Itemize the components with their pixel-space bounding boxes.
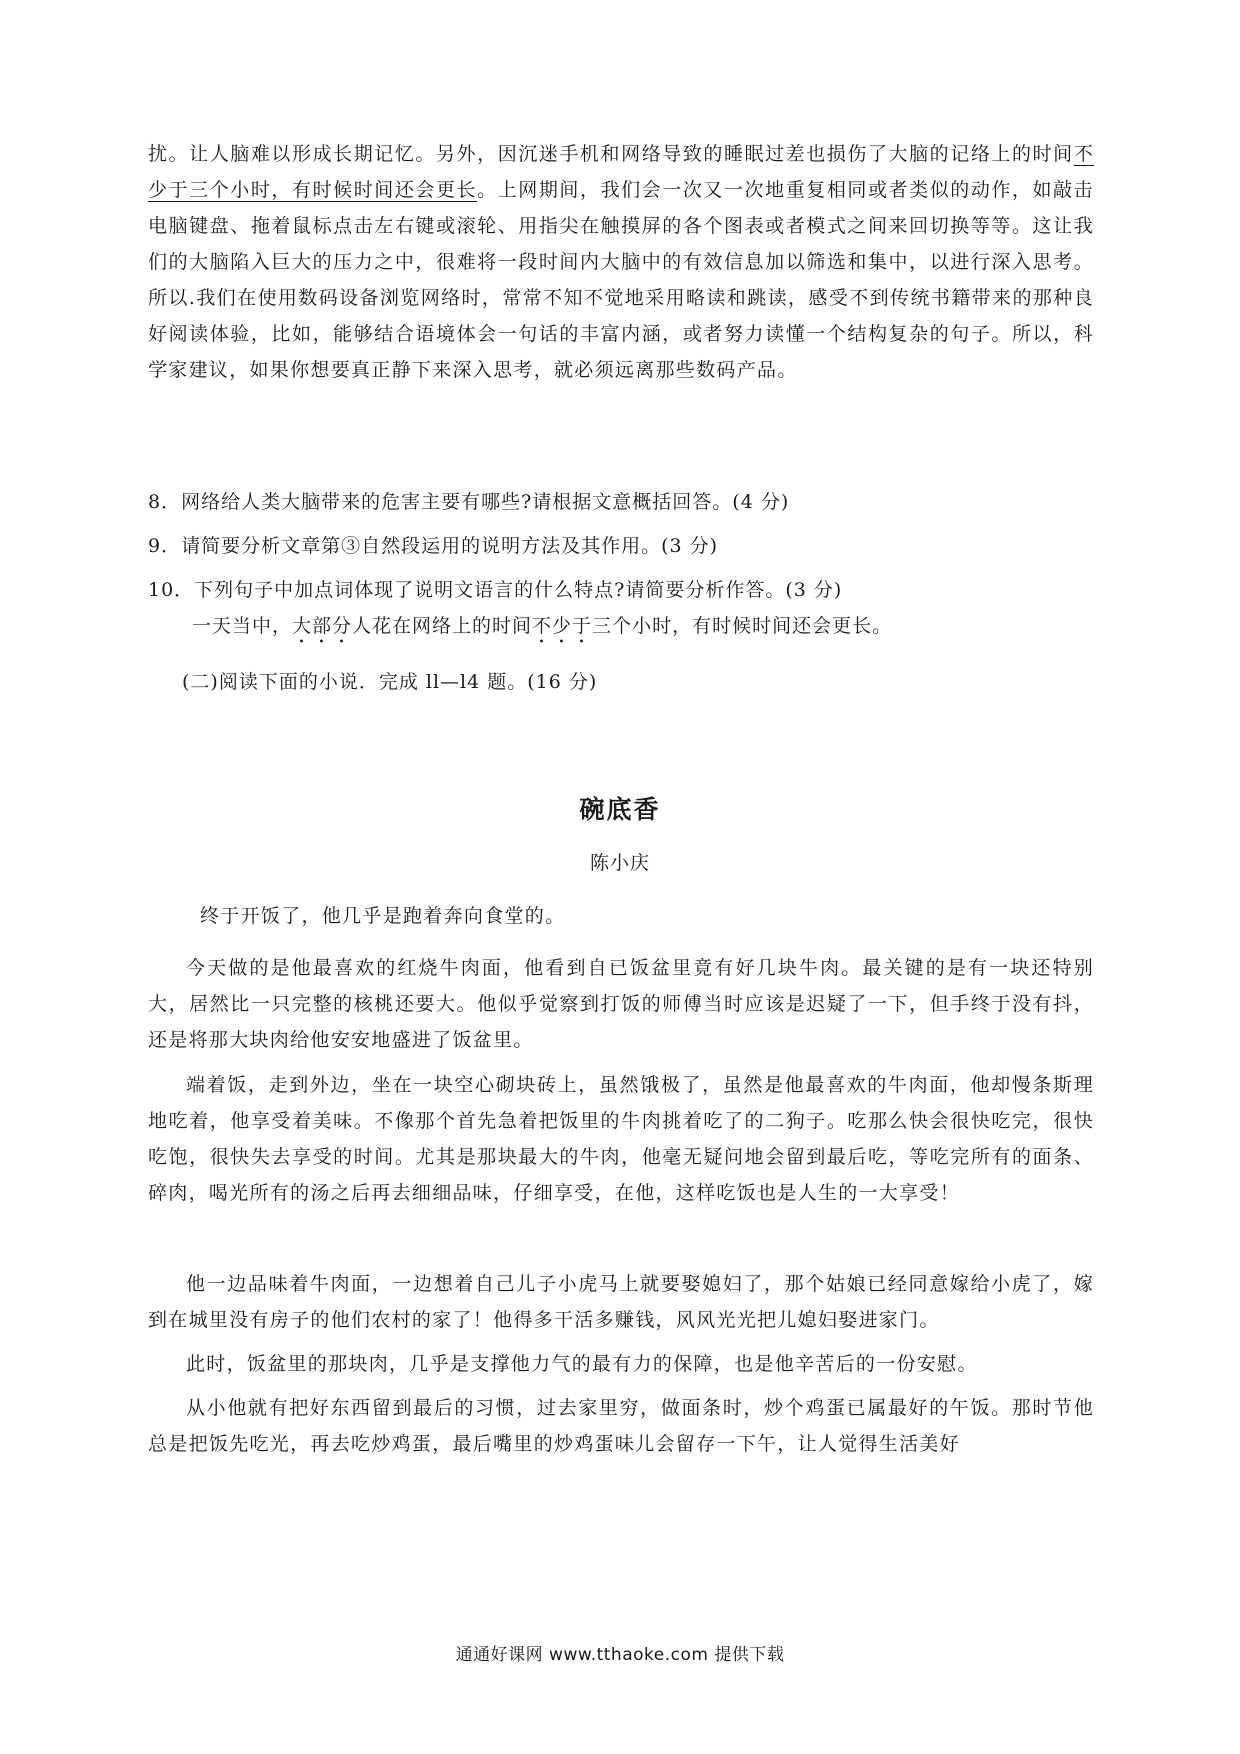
story-author: 陈小庆 [589,852,650,874]
sentence-part: 三个小时，有时候时间还会更长。 [592,615,893,637]
dotted-word: 大部分 [292,615,353,637]
question-10-sentence [192,608,1138,648]
story-paragraph-4: 他一边品味着牛肉面，一边想着自己儿子小虎马上就要娶媳妇了，那个姑娘已经同意嫁给小虎了，嫁到在城里没有房子的他们农村的家了！他得多干活多赚钱，风风光光把儿媳妇娶进家门。 [148,1273,1094,1331]
story-paragraph-3: 端着饭，走到外边，坐在一块空心砌块砖上，虽然饿极了，虽然是他最喜欢的牛肉面，他却慢条斯理地吃着，他享受着美味。不像那个首先急着把饭里的牛肉挑着吃了的二狗子。吃那么快会很快吃完，很快吃饱，很快失去享受的时间。尤其是那块最大的牛肉，他毫无疑问地会留到最后吃，等吃完所有的面条、碎肉，喝光所有的汤之后再去细细品味，仔细享受，在他，这样吃饭也是人生的一大享受！ [148,1074,1094,1204]
story-paragraph-6: 从小他就有把好东西留到最后的习惯，过去家里穷，做面条时，炒个鸡蛋已属最好的午饭。那时节他总是把饭先吃光，再去吃炒鸡蛋，最后嘴里的炒鸡蛋味儿会留存一下午，让人觉得生活美好 [148,1397,1094,1455]
story-paragraph-1: 终于开饭了，他几乎是跑着奔向食堂的。 [200,905,566,927]
story-paragraph-5: 此时，饭盆里的那块肉，几乎是支撑他力气的最有力的保障，也是他辛苦后的一份安慰。 [186,1353,978,1375]
question-8: 8．网络给人类大脑带来的危害主要有哪些?请根据文意概括回答。(4 分) [148,491,790,513]
underlined-phrase: 不少于三个小时，有时候时间还会更长 [148,143,1094,201]
footer-text: 通通好课网 www.tthaoke.com 提供下载 [455,1645,785,1665]
story-title: 碗底香 [579,795,661,824]
story-paragraph-2: 今天做的是他最喜欢的红烧牛肉面，他看到自已饭盆里竟有好几块牛肉。最关键的是有一块还特别大，居然比一只完整的核桃还要大。他似乎觉察到打饭的师傅当时应该是迟疑了一下，但手终于没有抖，还是将那大块肉给他安安地盛进了饭盆里。 [148,957,1094,1051]
question-10: 10．下列句子中加点词体现了说明文语言的什么特点?请简要分析作答。(3 分) [148,579,843,601]
sentence-part: 一天当中， [192,615,293,637]
dotted-word: 不少于 [532,615,593,637]
paragraph-text-before: 扰。让人脑难以形成长期记忆。另外，因沉迷手机和网络导致的睡眠过差也损伤了大脑的记络上的时间 [148,143,1074,165]
paragraph-text-after: 。上网期间，我们会一次又一次地重复相同或者类似的动作，如敲击电脑键盘、拖着鼠标点击左右键或滚轮、用指尖在触摸屏的各个图表或者模式之间来回切换等等。这让我们的大脑陷入巨大的压力之中，很难将一段时间内大脑中的有效信息加以筛选和集中，以进行深入思考。所以.我们在使用数码设备浏览网络时，常常不知不觉地采用略读和跳读，感受不到传统书籍带来的那种良好阅读体验，比如，能够结合语境体会一句话的丰富内涵，或者努力读懂一个结构复杂的句子。所以，科学家建议，如果你想要真正静下来深入思考，就必须远离那些数码产品。 [148,179,1094,381]
section-heading: (二)阅读下面的小说．完成 ll—l4 题。(16 分) [182,671,598,693]
continued-paragraph [148,136,1094,388]
question-9: 9．请简要分析文章第③自然段运用的说明方法及其作用。(3 分) [148,535,719,557]
sentence-part: 人花在网络上的时间 [352,615,533,637]
